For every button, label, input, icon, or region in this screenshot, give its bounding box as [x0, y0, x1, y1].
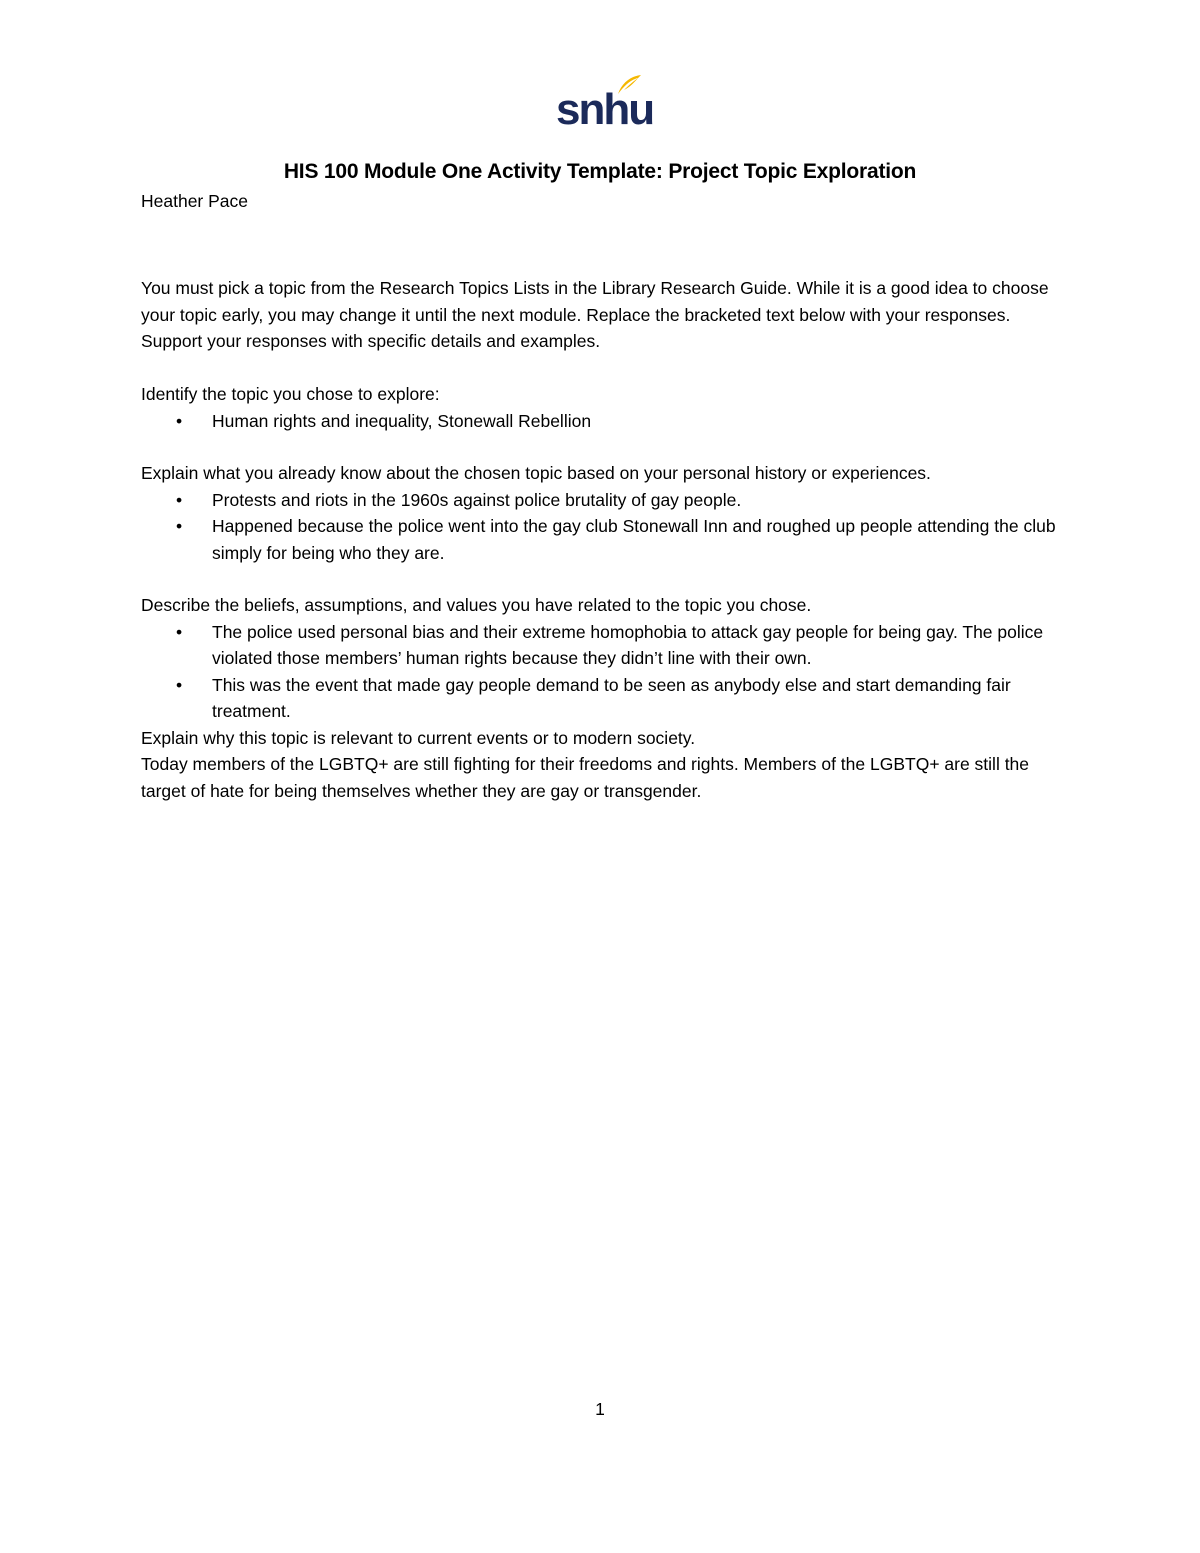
section-topic [141, 381, 1071, 434]
list-item: • The police used personal bias and their extreme homophobia to attack gay people for being gay. The police violated those members’ human rights because they didn’t line with their own. [141, 619, 1071, 672]
relevance-answer: Today members of the LGBTQ+ are still fighting for their freedoms and rights. Members of the LGBTQ+ are still the target of hate for being themselves whether they are gay or transgender. [141, 754, 1030, 801]
author-name: Heather Pace [141, 191, 249, 211]
intro-text: You must pick a topic from the Research Topics Lists in the Library Research Guide. While it is a good idea to choose your topic early, you may change it until the next module. Replace the bracketed text below with your responses. Support your responses with specific details and examples. [141, 278, 1049, 351]
bullet-list [141, 487, 1071, 567]
bullet-icon: • [176, 674, 183, 695]
page-number: 1 [595, 1399, 605, 1419]
list-item: • Human rights and inequality, Stonewall Rebellion [141, 408, 1071, 435]
snhu-logo [556, 74, 654, 134]
section-beliefs [141, 592, 1071, 804]
section-prompt: Explain what you already know about the chosen topic based on your personal history or experiences. [141, 463, 931, 483]
section-knowledge [141, 460, 1071, 566]
bullet-icon: • [176, 516, 183, 536]
bullet-list [141, 408, 1071, 435]
page-title: HIS 100 Module One Activity Template: Project Topic Exploration [283, 160, 917, 183]
relevance-prompt: Explain why this topic is relevant to current events or to modern society. [141, 727, 696, 748]
logo-text: snhu [556, 85, 654, 134]
bullet-icon: • [176, 410, 183, 431]
section-prompt: Identify the topic you chose to explore: [141, 384, 440, 404]
bullet-list [141, 619, 1071, 725]
list-item: • Happened because the police went into the gay club Stonewall Inn and roughed up people attending the club simply for being who they are. [141, 513, 1071, 566]
bullet-icon: • [176, 621, 183, 642]
bullet-icon: • [176, 489, 183, 510]
list-item: • This was the event that made gay people demand to be seen as anybody else and start demanding fair treatment. [141, 672, 1071, 725]
section-prompt: Describe the beliefs, assumptions, and values you have related to the topic you chose. [141, 595, 812, 615]
list-item: • Protests and riots in the 1960s against police brutality of gay people. [141, 487, 1071, 514]
intro-paragraph [141, 275, 1071, 355]
